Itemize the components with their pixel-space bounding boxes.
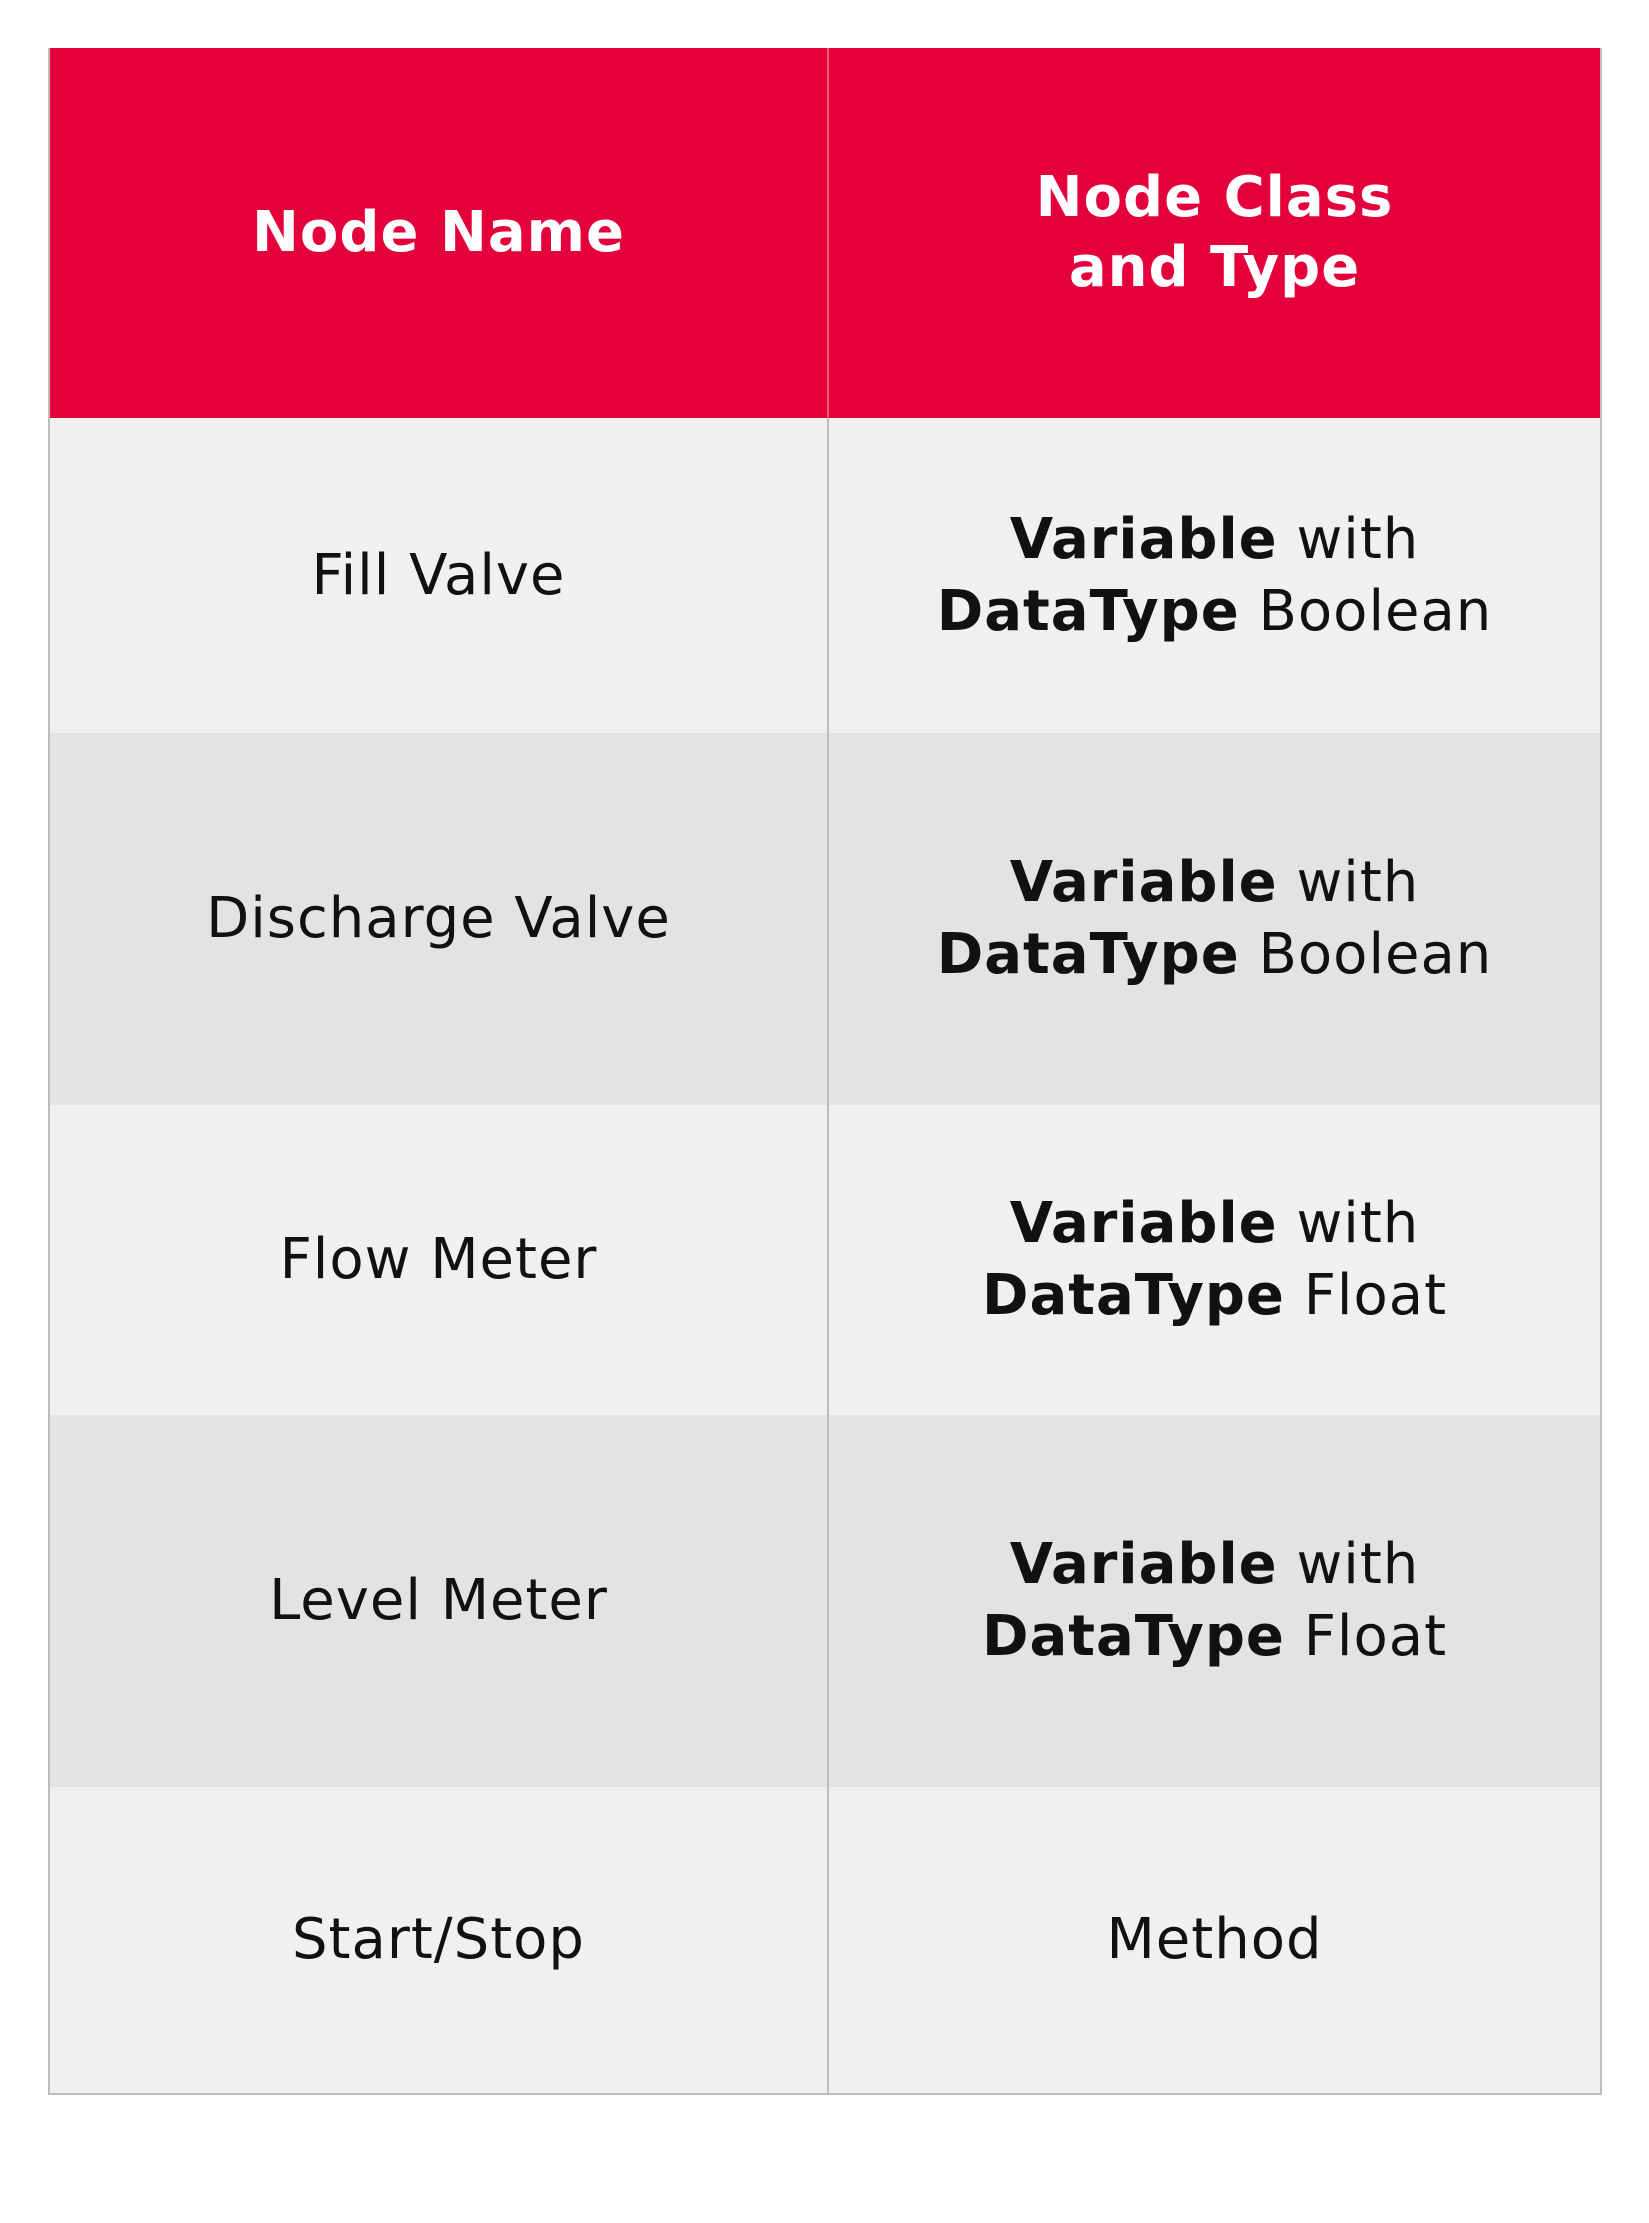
- node-class-bold: Variable: [1009, 1532, 1278, 1597]
- datatype-bold: DataType: [981, 1604, 1285, 1669]
- node-type-cell: [829, 1105, 1600, 1415]
- node-type-cell: [829, 1415, 1600, 1787]
- table-row: [50, 1415, 1600, 1787]
- datatype-bold: DataType: [936, 922, 1240, 987]
- datatype-value: Boolean: [1239, 578, 1493, 644]
- header-node-class-type: [829, 48, 1600, 418]
- node-name: Level Meter: [269, 1568, 608, 1633]
- node-class-rest: with: [1277, 850, 1420, 915]
- node-class-bold: Variable: [1009, 1191, 1278, 1256]
- node-type-cell: [829, 733, 1600, 1105]
- node-class-rest: with: [1277, 1191, 1420, 1256]
- node-name-cell: [50, 1415, 829, 1787]
- datatype-value: Boolean: [1239, 922, 1493, 987]
- node-table: [48, 48, 1602, 2095]
- node-name: Fill Valve: [311, 542, 566, 608]
- node-type-line2: [982, 1260, 1447, 1332]
- node-type-line1: [982, 1529, 1447, 1601]
- node-class-rest: with: [1277, 1532, 1420, 1597]
- node-name-cell: [50, 733, 829, 1105]
- datatype-bold: DataType: [981, 1263, 1285, 1328]
- node-name-cell: [50, 418, 829, 733]
- node-type-line1: [982, 1188, 1447, 1260]
- table-row: [50, 1105, 1600, 1415]
- node-type-cell: [829, 418, 1600, 733]
- table-row: [50, 1787, 1600, 2093]
- datatype-bold: DataType: [936, 578, 1240, 644]
- node-type-method: Method: [1106, 1907, 1323, 1972]
- node-name-cell: [50, 1787, 829, 2093]
- header-node-name-label: Node Name: [252, 200, 625, 265]
- node-type-line1: [937, 504, 1493, 576]
- table-row: [50, 418, 1600, 733]
- node-name-cell: [50, 1105, 829, 1415]
- datatype-value: Float: [1284, 1604, 1448, 1669]
- node-type-line2: [982, 1601, 1447, 1673]
- node-type-line2: [937, 576, 1493, 648]
- node-name: Flow Meter: [279, 1227, 598, 1292]
- node-type-cell: [829, 1787, 1600, 2093]
- node-class-rest: with: [1277, 506, 1420, 572]
- header-node-class-line1: Node Class: [1035, 165, 1394, 230]
- table-header: [50, 48, 1600, 418]
- node-type-line1: [937, 847, 1493, 919]
- node-class-bold: Variable: [1009, 850, 1278, 915]
- node-name: Start/Stop: [292, 1907, 585, 1972]
- header-node-name: [50, 48, 829, 418]
- datatype-value: Float: [1284, 1263, 1448, 1328]
- table-row: [50, 733, 1600, 1105]
- header-node-class-line2: and Type: [1068, 235, 1361, 300]
- node-class-bold: Variable: [1009, 506, 1278, 572]
- node-name: Discharge Valve: [206, 886, 671, 951]
- node-type-line2: [937, 919, 1493, 991]
